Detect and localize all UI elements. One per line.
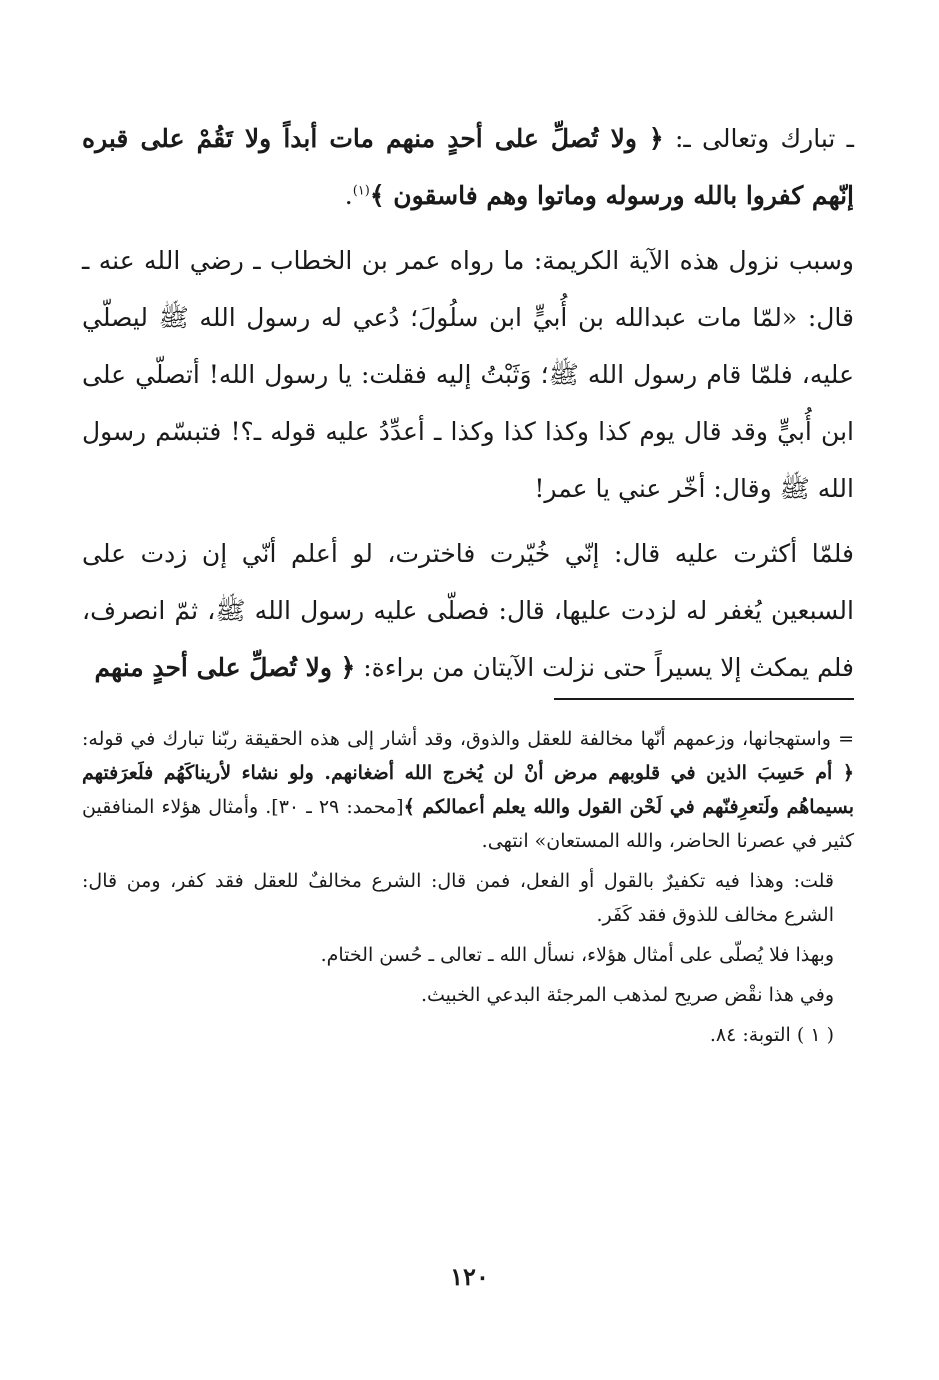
paragraph-text: فلمّا أكثرت عليه قال: إنّي خُيّرت فاخترت، لو أعلم أنّي إن زدت على السبعين يُغفر له لزدت عليها، قال: فصلّى عليه رسول الله ﷺ، ثمّ انصرف، فلم يمكث إلا يسيراً حتى نزلت الآيتان من براءة: [82,539,854,682]
footnote-separator [554,698,854,700]
main-paragraph-3 [82,525,854,696]
main-paragraph-1 [82,110,854,224]
footnote-reference: (١) [352,183,370,199]
quran-verse: ﴿ ولا تُصلِّ على أحدٍ منهم [94,653,356,682]
main-paragraph-2: وسبب نزول هذه الآية الكريمة: ما رواه عمر بن الخطاب ـ رضي الله عنه ـ قال: «لمّا مات عبدالله بن أُبيٍّ ابن سلُولَ؛ دُعي له رسول الله ﷺ ليصلّي عليه، فلمّا قام رسول الله ﷺ؛ وَثَبْتُ إليه فقلت: يا رسول الله! أتصلّي على ابن أُبيٍّ وقد قال يوم كذا وكذا كذا وكذا ـ أعدِّدُ عليه قوله ـ؟! فتبسّم رسول الله ﷺ وقال: أخّر عني يا عمر! [82,246,854,503]
footnote-text: [محمد: ٢٩ ـ ٣٠]. وأمثال هؤلاء المنافقين كثير في عصرنا الحاضر، والله المستعان» انتهى. [82,796,854,852]
footnote-text: = واستهجانها، وزعمهم أنّها مخالفة للعقل والذوق، وقد أشار إلى هذه الحقيقة ربّنا تبارك في قوله: [82,728,854,750]
quran-verse: ﴿ ولا تُصلِّ على أحدٍ منهم مات أبداً ولا تَقُمْ على قبره إنّهم كفروا بالله ورسوله وماتوا وهم فاسقون ﴾ [82,124,854,210]
footnote-continuation [82,722,854,858]
book-page [82,110,854,1046]
paragraph-text: ـ تبارك وتعالى ـ: [663,124,854,153]
footnote-comment: قلت: وهذا فيه تكفيرٌ بالقول أو الفعل، فمن قال: الشرع مخالفٌ للعقل فقد كفر، ومن قال: الشرع مخالف للذوق فقد كَفَر. [82,870,834,926]
footnote-1: ( ١ ) التوبة: ٨٤. [709,1024,834,1046]
paragraph-end: . [344,181,353,210]
footnote-remark: وفي هذا نقْض صريح لمذهب المرجئة البدعي الخبيث. [420,984,834,1006]
footnotes-section [82,722,854,1058]
footnote-conclusion: وبهذا فلا يُصلّى على أمثال هؤلاء، نسأل الله ـ تعالى ـ حُسن الختام. [320,944,834,966]
quran-verse: ﴿ أم حَسِبَ الذين في قلوبهم مرض أنْ لن يُخرج الله أضغانهم. ولو نشاء لأريناكَهُم فلَعرَفتهم بسيماهُم ولَتعرِفنّهم في لَحْن القول والله يعلم أعمالكم ﴾ [82,762,854,818]
page-number: ١٢٠ [450,1262,489,1291]
